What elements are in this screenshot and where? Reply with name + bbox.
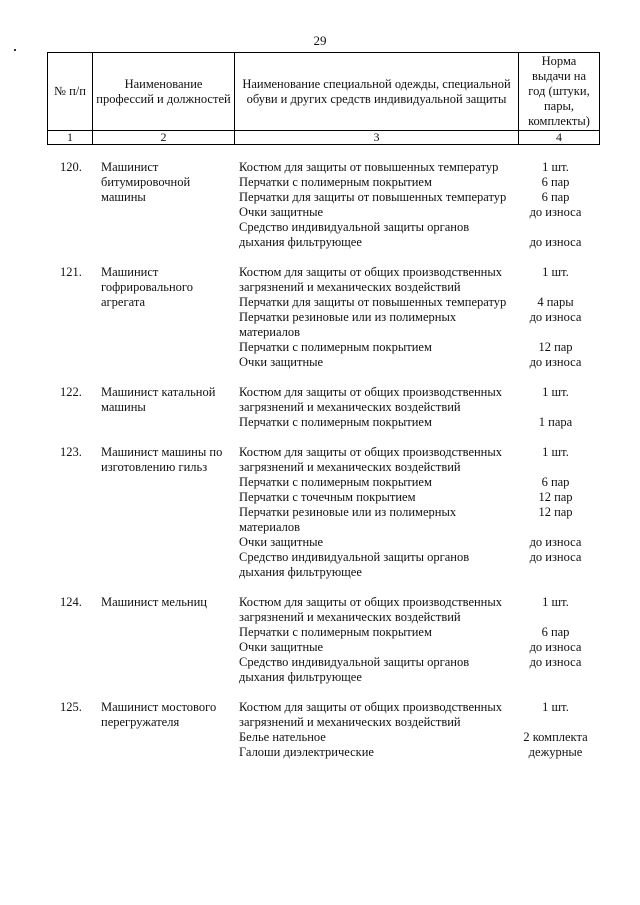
- ppe-item-norm: 12 пар: [538, 505, 573, 519]
- ppe-list: [239, 265, 600, 370]
- profession-name: Машинист мельниц: [101, 595, 207, 609]
- ppe-item-norm: 6 пар: [541, 625, 570, 639]
- ppe-item: [239, 190, 600, 205]
- ppe-list: [239, 160, 600, 250]
- table-row: [47, 160, 600, 250]
- ppe-item: [239, 175, 600, 190]
- ppe-item: [239, 160, 600, 175]
- ppe-item-norm: дежурные: [528, 745, 583, 759]
- ppe-item-norm: 1 пара: [538, 415, 573, 429]
- ppe-item-name: Перчатки с полимерным покрытием: [239, 175, 432, 189]
- ppe-list: [239, 595, 600, 685]
- header-col-ppe: Наименование специальной одежды, специальной обуви и других средств индивидуальной защиты: [235, 53, 519, 131]
- table-row: [47, 265, 600, 370]
- ppe-item-name: Костюм для защиты от общих производственных загрязнений и механических воздействий: [239, 385, 503, 414]
- row-number: 122.: [60, 385, 82, 399]
- ppe-item: [239, 265, 600, 295]
- table-row: [47, 595, 600, 685]
- ppe-item-norm: до износа: [529, 355, 582, 369]
- ppe-item-name: Костюм для защиты от общих производственных загрязнений и механических воздействий: [239, 445, 503, 474]
- ppe-list: [239, 700, 600, 760]
- row-number: 121.: [60, 265, 82, 279]
- profession-name: Машинист катальной машины: [101, 385, 216, 414]
- ppe-item-norm: до износа: [529, 235, 582, 249]
- ppe-item: [239, 340, 600, 355]
- ppe-item-name: Перчатки для защиты от повышенных температур: [239, 190, 507, 204]
- profession-name: Машинист мостового перегружателя: [101, 700, 217, 729]
- header-col-profession: Наименование профессий и должностей: [93, 53, 235, 131]
- ppe-item-norm: до износа: [529, 205, 582, 219]
- ppe-item-norm: 1 шт.: [542, 160, 569, 174]
- row-number: 125.: [60, 700, 82, 714]
- ppe-item: [239, 640, 600, 655]
- scan-mark: [14, 49, 16, 51]
- ppe-item: [239, 595, 600, 625]
- ppe-item-norm: 2 комплекта: [523, 730, 588, 744]
- ppe-item: [239, 355, 600, 370]
- ppe-item: [239, 445, 600, 475]
- header-col-norm: Норма выдачи на год (штуки, пары, комплекты): [519, 53, 600, 131]
- ppe-item-norm: до износа: [529, 550, 582, 564]
- ppe-item: [239, 205, 600, 220]
- ppe-item-name: Костюм для защиты от общих производственных загрязнений и механических воздействий: [239, 595, 503, 624]
- ppe-item-name: Перчатки с полимерным покрытием: [239, 340, 432, 354]
- ppe-item-name: Перчатки резиновые или из полимерных материалов: [239, 505, 457, 534]
- ppe-item-name: Костюм для защиты от общих производственных загрязнений и механических воздействий: [239, 265, 503, 294]
- ppe-item: [239, 220, 600, 250]
- ppe-item-norm: 1 шт.: [542, 700, 569, 714]
- ppe-list: [239, 385, 600, 430]
- ppe-item: [239, 745, 600, 760]
- ppe-item-norm: 1 шт.: [542, 265, 569, 279]
- ppe-item-norm: 6 пар: [541, 475, 570, 489]
- ppe-item: [239, 490, 600, 505]
- profession-name: Машинист гофрировального агрегата: [101, 265, 193, 309]
- ppe-item-norm: до износа: [529, 310, 582, 324]
- ppe-item-norm: 1 шт.: [542, 445, 569, 459]
- row-number: 124.: [60, 595, 82, 609]
- ppe-item-name: Перчатки с полимерным покрытием: [239, 625, 432, 639]
- ppe-item-name: Белье нательное: [239, 730, 326, 744]
- ppe-item-name: Перчатки с полимерным покрытием: [239, 415, 432, 429]
- ppe-item-name: Очки защитные: [239, 640, 324, 654]
- ppe-item: [239, 475, 600, 490]
- ppe-item-name: Средство индивидуальной защиты органов дыхания фильтрующее: [239, 220, 470, 249]
- ppe-item-name: Очки защитные: [239, 355, 324, 369]
- table-row: [47, 445, 600, 580]
- row-number: 120.: [60, 160, 82, 174]
- ppe-item-name: Костюм для защиты от общих производственных загрязнений и механических воздействий: [239, 700, 503, 729]
- ppe-item-norm: до износа: [529, 640, 582, 654]
- ppe-item-name: Перчатки для защиты от повышенных температур: [239, 295, 507, 309]
- ppe-item-norm: 1 шт.: [542, 595, 569, 609]
- table-row: [47, 385, 600, 430]
- ppe-item-name: Средство индивидуальной защиты органов дыхания фильтрующее: [239, 655, 470, 684]
- ppe-item: [239, 385, 600, 415]
- header-num-4: 4: [519, 131, 600, 145]
- table-row: [47, 700, 600, 760]
- ppe-item-norm: 6 пар: [541, 190, 570, 204]
- ppe-item-name: Средство индивидуальной защиты органов дыхания фильтрующее: [239, 550, 470, 579]
- ppe-item-norm: 1 шт.: [542, 385, 569, 399]
- table-body: [47, 160, 600, 775]
- ppe-item: [239, 550, 600, 580]
- ppe-item-name: Очки защитные: [239, 205, 324, 219]
- ppe-item-norm: 6 пар: [541, 175, 570, 189]
- row-number: 123.: [60, 445, 82, 459]
- ppe-item: [239, 655, 600, 685]
- ppe-item-norm: 12 пар: [538, 490, 573, 504]
- ppe-item: [239, 415, 600, 430]
- ppe-list: [239, 445, 600, 580]
- ppe-item: [239, 295, 600, 310]
- ppe-item-norm: до износа: [529, 535, 582, 549]
- ppe-item-name: Галоши диэлектрические: [239, 745, 374, 759]
- ppe-item-name: Перчатки резиновые или из полимерных материалов: [239, 310, 457, 339]
- ppe-item-name: Перчатки с полимерным покрытием: [239, 475, 432, 489]
- ppe-item: [239, 730, 600, 745]
- ppe-item: [239, 625, 600, 640]
- ppe-item-name: Очки защитные: [239, 535, 324, 549]
- ppe-item: [239, 310, 600, 340]
- profession-name: Машинист битумировочной машины: [101, 160, 191, 204]
- ppe-item-norm: 4 пары: [537, 295, 574, 309]
- header-col-number: № п/п: [48, 53, 93, 131]
- table-header: [47, 52, 600, 145]
- ppe-item-norm: 12 пар: [538, 340, 573, 354]
- header-num-3: 3: [235, 131, 519, 145]
- ppe-item: [239, 505, 600, 535]
- ppe-item: [239, 535, 600, 550]
- ppe-item-name: Перчатки с точечным покрытием: [239, 490, 416, 504]
- header-num-1: 1: [48, 131, 93, 145]
- ppe-item: [239, 700, 600, 730]
- page-number: 29: [313, 33, 327, 48]
- ppe-item-norm: до износа: [529, 655, 582, 669]
- ppe-item-name: Костюм для защиты от повышенных температур: [239, 160, 499, 174]
- header-num-2: 2: [93, 131, 235, 145]
- profession-name: Машинист машины по изготовлению гильз: [101, 445, 223, 474]
